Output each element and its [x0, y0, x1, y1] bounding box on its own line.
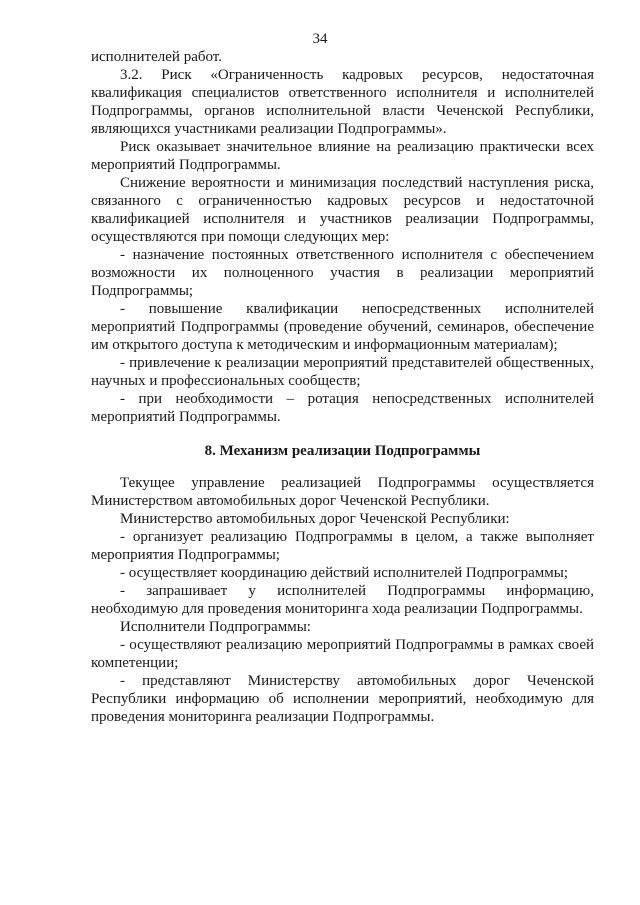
paragraph: Исполнители Подпрограммы:: [120, 619, 311, 635]
paragraph: Министерство автомобильных дорог Чеченской Республики:: [120, 511, 510, 527]
paragraph: - повышение квалификации непосредственных исполнителей мероприятий Подпрограммы (проведение обучений, семинаров, обеспечение им открытого доступа к методическим и информационным материалам);: [91, 301, 594, 353]
section-mechanism-text: [91, 474, 594, 726]
paragraph: - осуществляет координацию действий исполнителей Подпрограммы;: [120, 565, 568, 581]
paragraph: Текущее управление реализацией Подпрограммы осуществляется Министерством автомобильных дорог Чеченской Республики.: [91, 475, 594, 509]
paragraph: Риск оказывает значительное влияние на реализацию практически всех мероприятий Подпрограммы.: [91, 139, 594, 173]
paragraph: - назначение постоянных ответственного исполнителя с обеспечением возможности их полноценного участия в реализации мероприятий Подпрограммы;: [91, 247, 594, 299]
paragraph: - при необходимости – ротация непосредственных исполнителей мероприятий Подпрограммы.: [91, 391, 594, 425]
paragraph: Снижение вероятности и минимизация последствий наступления риска, связанного с ограниченностью кадровых ресурсов и недостаточной квалификацией исполнителя и участников реализации Подпрограммы, осуществляются при помощи следующих мер:: [91, 175, 594, 245]
paragraph: - представляют Министерству автомобильных дорог Чеченской Республики информацию об исполнении мероприятий, необходимую для проведения мониторинга реализации Подпрограммы.: [91, 673, 594, 725]
section-risk-text: [91, 48, 594, 426]
paragraph: - осуществляют реализацию мероприятий Подпрограммы в рамках своей компетенции;: [91, 637, 594, 671]
page-number: 34: [312, 31, 328, 47]
paragraph: - организует реализацию Подпрограммы в целом, а также выполняет мероприятия Подпрограммы;: [91, 529, 594, 563]
paragraph: - запрашивает у исполнителей Подпрограммы информацию, необходимую для проведения мониторинга хода реализации Подпрограммы.: [91, 583, 594, 617]
page-body: [91, 48, 594, 726]
section-heading: 8. Механизм реализации Подпрограммы: [204, 443, 481, 459]
paragraph: - привлечение к реализации мероприятий представителей общественных, научных и профессиональных сообществ;: [91, 355, 594, 389]
paragraph: 3.2. Риск «Ограниченность кадровых ресурсов, недостаточная квалификация специалистов ответственного исполнителя и исполнителей Подпрограммы, органов исполнительной власти Чеченской Республики, являющихся участниками реализации Подпрограммы».: [91, 67, 594, 137]
paragraph: исполнителей работ.: [91, 49, 222, 65]
